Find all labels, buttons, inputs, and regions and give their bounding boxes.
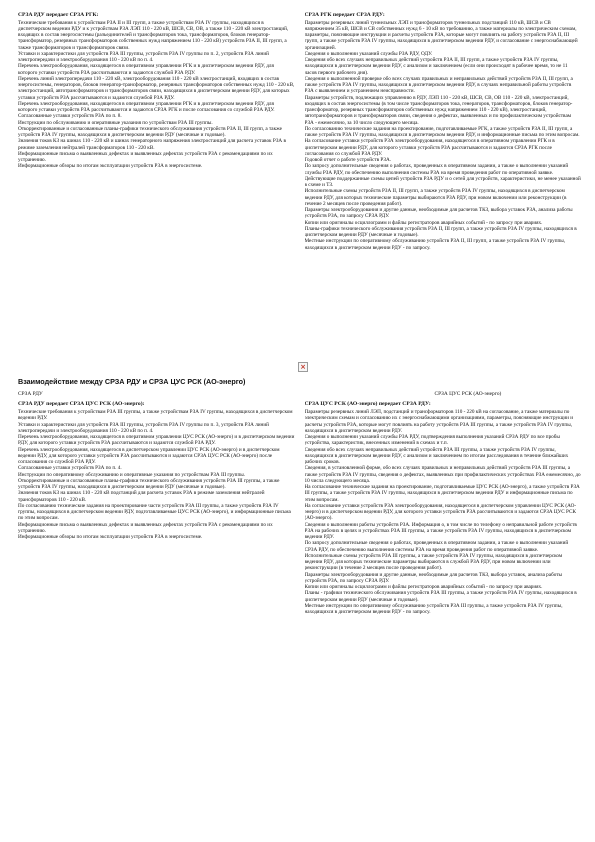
paragraph: Годовой отчет о работе устройств РЗА.: [304, 157, 391, 164]
paragraph: На согласование уставки устройств РЗА электрооборудования, находящегося в оперативном управлении РГК и в диспетчерском ведении РДУ, для которого уставки устройств РЗА рассчитываются и задаются СРЗА РГК после согласования со службой РЗА РДУ.: [304, 138, 555, 157]
column-title: СРЗА ЦУС РСК (АО-энерго) передает СРЗА РДУ:: [304, 401, 431, 408]
paragraph: Согласованные уставки устройств РЗА по п. 8.: [18, 113, 122, 120]
bottom-section: [18, 391, 581, 821]
paragraph: Перечень электрооборудования, находящегося в диспетчерском управлении ЦУС РСК (АО-энерго) и в диспетчерском ведении РДУ, для которого уставки устройств РЗА рассчитываются и задаются СРЗА ЦУС РСК (АО-энерго) после согласования со службой РЗА РДУ.: [18, 446, 280, 465]
paragraph: Сведения о выполнении работы устройств РЗА. Информация о, в том числе по телефону о неправильной работе устройств РЗА на рабочих в целях и устройствах РЗА III группы, а также устройств РЗА IV группы, находящихся в диспетчерском ведении РДУ.: [304, 521, 577, 540]
rgk-to-rdu-column: [305, 12, 582, 355]
paragraph: По согласованию технические задания на проектирование части устройств РЗА III группы, а также устройств РЗА IV группы, находящихся в диспетчерском ведении РДУ, подготавливаемые ЦУС РСК (АО-энерго), и информационные письма по этим вопросам.: [18, 502, 291, 522]
paragraph: Информационные письма о выявленных дефектах и выявленных дефектах устройств РЗА с рекомендациями по их устранению.: [18, 521, 273, 534]
paragraph: Значения токов КЗ на шинах 110 - 220 кВ подстанций для расчета уставок РЗА в режиме заземления нейтралей трансформаторов 110 - 220 кВ.: [18, 490, 265, 503]
paragraph: Сведения обо всех случаях неправильных действий устройств РЗА III группы, а также устройств РЗА IV группы, находящихся в диспетчерском ведении РДУ, с анализом и заключением по итогам расследования в течение ближайших рабочих сроков.: [304, 446, 569, 465]
paragraph: Сведения о выполнении указаний службы РЗА РДУ, ОДУ.: [304, 50, 433, 57]
column-title: СРЗА РДУ передает СРЗА ЦУС РСК (АО-энерго):: [18, 401, 145, 408]
broken-image-icon: ×: [298, 362, 308, 372]
paragraph: Согласованные уставки устройств РЗА по п. 4.: [18, 465, 122, 472]
paragraph-list: [18, 409, 295, 540]
cus-to-rdu-column: [305, 391, 582, 821]
paragraph: Сведения о выполнении указаний службы РЗА РДУ, подтверждения выполнения указаний СРЗА РДУ по все пробы устройства, характеристик, внесенных изменений в схемах и т.п.: [304, 434, 560, 447]
image-area: [18, 357, 581, 377]
paragraph-list: [305, 20, 582, 251]
column-title: СРЗА РГК передает СРЗА РДУ:: [304, 12, 385, 18]
paragraph: Откорректированные и согласованные планы-графики технического обслуживания устройств РЗА III группы, а также устройств РЗА IV группы, находящихся в диспетчерском ведении РДУ (месячные и годовые).: [18, 477, 280, 490]
paragraph: Исполнительные схемы устройств РЗА II, III групп, а также устройств РЗА IV группы, находящихся в диспетчерском ведении РДУ, для которых технические параметры выбираются РЗА РДУ, при новом включении или реконструкции (в течение 2 месяцев после проведения работ).: [304, 188, 567, 207]
column-title: СРЗА РДУ передает СРЗА РГК:: [18, 12, 99, 18]
top-section: [18, 12, 581, 355]
paragraph: Параметры электрооборудования и другие данные, необходимые для расчетов ТКЗ, выбора уставок, анализа работы устройств РЗА, по запросу СРЗА РДУ.: [304, 571, 562, 584]
paragraph: Планы - графики технического обслуживания устройств РЗА III группы, а также устройств РЗА IV группы, находящихся в диспетчерском ведении РДУ (месячные и годовые).: [304, 590, 577, 603]
paragraph: Копии или оригиналы осциллограмм и файлы регистраторов аварийных событий - по запросу при авариях.: [304, 584, 543, 590]
paragraph: Откорректированные и согласованные планы-графики технического обслуживания устройств РЗА II, III групп, а также устройств РЗА IV группы, находящихся в диспетчерском ведении РДУ (месячные и годовые).: [18, 125, 282, 139]
paragraph: Уставки и характеристики для устройств РЗА III группы, устройств РЗА IV группы по п. 2, устройств РЗА линий электропередачи и электрооборудования 110 - 220 кВ по п. 4.: [18, 50, 269, 64]
paragraph: Сведения, в установленной форме, обо всех случаях правильных и неправильных действий устройств РЗА III группы, а также устройств РЗА IV группы, сведения о дефектах, выявленных при профилактических устройствах РЗА ежемесячно, до 10 числа следующего месяца.: [304, 465, 581, 484]
paragraph: На согласование уставки устройств РЗА электрооборудования, находящегося в диспетчерском управлении ЦУС РСК (АО-энерго) и в диспетчерском ведении РДУ, для которого уставки устройств РЗА рассчитываются и задаются СРЗА ЦУС РСК (АО-энерго).: [304, 502, 577, 522]
paragraph-list: [18, 20, 295, 170]
paragraph: Параметры устройств, подлежащих управлению в РДУ, ЛЭП 110 - 220 кВ, ШСВ, СВ, ОВ 110 - 220 кВ, электростанций, входящих в состав энергосистемы (в том числе трансформаторов тока, генераторов, трансформаторов, блоков генератор-трансформатор, резервных трансформаторов собственных нужд напряжением 110 - 220 кВ), электростанций, автотрансформаторов и трансформаторов связи, сведения о дефектах, выявленных и по профилактическим устройствам РЗА - ежемесячно, за 10 число следующего месяца.: [304, 94, 573, 126]
column-header: СРЗА РДУ: [18, 391, 43, 397]
paragraph: Исполнительные схемы устройств РЗА III группы, а также устройств РЗА IV группы, находящихся в диспетчерском ведении РДУ, для которых технические параметры выбираются в службой РЗА РДУ, при новом включении или реконструкции (в течение 2 месяцев после проведения работ).: [304, 552, 563, 572]
column-header: СРЗА ЦУС РСК (АО-энерго): [434, 391, 502, 397]
paragraph: Уставки и характеристики для устройств РЗА III группы, устройств РЗА IV группы по п. 3, устройств РЗА линий электропередачи и электрооборудования 110 - 220 кВ по п. 4.: [18, 421, 269, 434]
paragraph: Перечень электрооборудования, находящегося в оперативном управлении РГК и в диспетчерском ведении РДУ, для которого уставки устройств РЗА рассчитываются и задаются службой РЗА РДУ.: [18, 63, 274, 76]
paragraph: По согласованию технические задания на проектирование, подготавливаемые РГК, а также устройств РЗА II, III групп, а также устройств РЗА IV группы, находящихся в диспетчерском ведении РДУ, и информационные письма по этим вопросам.: [304, 125, 580, 139]
paragraph: По запросу дополнительные сведения о работах, проведенных в оперативном задании, а также о выполнении указаний службы РЗА РДУ, по обеспечению выполнения системы РЗА на время проведения работ по оперативной заявке.: [304, 163, 569, 176]
paragraph: Сведения о выполненной проверке обо всех случаях правильных и неправильных действий устройств РЗА II, III групп, а также устройств РЗА IV группы, находящихся в диспетчерском ведении РДУ, в случаях неправильной работы устройств РЗА с выявлением и устранением неисправности.: [304, 75, 573, 95]
paragraph: Параметры резервных линий туннельных ЛЭП и трансформаторов туннельных подстанций 110 кВ, ШСВ и СВ напряжением 35 кВ, ШСВ и СВ собственных нужд 6 - 10 кВ по требованию, а также материалы по электрическим схемам, параметры, поясняющие инструкции и расчеты устройств РЗА, которые могут повлиять на работу устройств РЗА II, III групп, а также устройств РЗА IV группы, находящихся в диспетчерском ведении РДУ, и согласование с энергоснабжающей организацией.: [304, 19, 578, 51]
paragraph: Параметры электрооборудования и другие данные, необходимые для расчетов ТКЗ, выбора уставок РЗА, анализа работы устройств РЗА, по запросу СРЗА РДУ.: [304, 207, 573, 220]
paragraph: Технические требования к устройствам РЗА III группы, а также устройствам РЗА IV группы, находящихся в диспетчерском ведении РДУ.: [18, 409, 293, 422]
rdu-to-cus-column: [18, 391, 295, 821]
paragraph: Инструкции по оперативному обслуживанию и оперативные указания по устройствам РЗА III группы.: [18, 471, 245, 478]
paragraph: Параметры резервных линий ЛЭП, подстанций и трансформаторов 110 - 220 кВ на согласование, а также материалы по электрическим схемам и согласованию их с энергоснабжающими организациями, параметры, поясняющие инструкции и расчеты устройств РЗА, которые могут повлиять на работу устройств РЗА III группы, а также устройств РЗА IV группы, находящихся в диспетчерском ведении РДУ.: [304, 409, 573, 434]
paragraph: Перечень линий электропередачи 110 - 220 кВ, электрооборудования 110 - 220 кВ электростанций, входящих в состав энергосистемы, генераторов, блоков генератор-трансформатор, резервных трансформаторов собственных нужд 110 - 220 кВ, электростанций, автотрансформаторов и трансформаторов связи, находящихся в диспетчерском ведении РДУ, для которых уставки устройств РЗА рассчитываются и задаются службой РЗА РДУ.: [18, 75, 295, 101]
rdu-to-rgk-column: [18, 12, 295, 355]
paragraph: Информационные обзоры по итогам эксплуатации устройств РЗА в энергосистеме.: [18, 163, 203, 170]
paragraph: По запросу дополнительные сведения о работах, проведенных в оперативном задании, а также о выполнении указаний СРЗА РДУ, по обеспечению выполнения системы РЗА на время проведения работ по оперативной заявке.: [304, 540, 569, 553]
paragraph: Копии или оригиналы осциллограмм и файлы регистраторов аварийных событий - по запросу при авариях.: [304, 219, 543, 226]
paragraph: Перечень электрооборудования, находящегося в оперативном управлении ЦУС РСК (АО-энерго) и в диспетчерском ведении РДУ, для которого уставки устройств РЗА рассчитываются и задаются службой РЗА РДУ.: [18, 434, 295, 447]
paragraph: Информационные обзоры по итогам эксплуатации устройств РЗА в энергосистеме.: [18, 534, 203, 540]
paragraph: Перечень электрооборудования, находящегося в оперативном управлении РГК и в диспетчерском ведении РДУ, для которого уставки устройств РЗА рассчитываются и задаются СРЗА РГК и после согласования со службой РЗА РДУ.: [18, 100, 275, 114]
paragraph: Сведения обо всех случаях неправильных действий устройств РЗА II, III групп, а также устройств РЗА IV группы, находящихся в диспетчерском ведении РДУ, с анализом и заключением (если они происходят в рабочее время, то не 11 часов первого рабочего дня).: [304, 57, 568, 76]
paragraph: Информационные письма о выявленных дефектах и выявленных дефектах устройств РЗА с рекомендациями по их устранению.: [18, 150, 273, 164]
paragraph: Технические требования к устройствам РЗА II и III групп, а также устройствам РЗА IV группы, находящихся в диспетчерском ведении РДУ и к устройствам РЗА ЛЭП 110 - 220 кВ, ШСВ, СВ, ОВ, а также 110 - 220 кВ электростанций, входящих в состав энергосистемы (разъединителей и трансформаторов тока, трансформаторов, блоков генератор-трансформатор, резервных трансформаторов собственных нужд напряжением 110 - 220 кВ) устройств РЗА II, III групп, а также трансформаторов и трансформаторов связи.: [18, 19, 289, 51]
paragraph: На согласование технические задания на проектирование, подготавливаемые ЦУС РСК (АО-энерго), а также устройств РЗА III группы, а также устройств РЗА IV группы, находящихся в диспетчерском ведении РДУ и информационные письма по этим вопросам.: [304, 484, 580, 503]
paragraph: Значения токов КЗ на шинах 110 - 220 кВ и шинах генераторного напряжения электростанций для расчета уставок РЗА в режиме заземления нейтралей трансформаторов 110 - 220 кВ.: [18, 138, 286, 151]
paragraph-list: [305, 409, 582, 615]
section-title: Взаимодействие между СРЗА РДУ и СРЗА ЦУС РСК (АО-энерго): [18, 377, 246, 386]
paragraph: Планы-графики технического обслуживания устройств РЗА II, III групп, а также устройств РЗА IV группы, находящихся в диспетчерском ведении РДУ (месячные и годовые).: [304, 225, 577, 239]
paragraph: Инструкции по обслуживанию и оперативные указания по устройствам РЗА III группы.: [18, 119, 213, 126]
paragraph: Местные инструкции по оперативному обслуживанию устройств РЗА III группы, а также устройств РЗА IV группы, находящихся в диспетчерском ведении РДУ - по запросу.: [304, 602, 563, 615]
paragraph: Действующие поддержанные схемы цепей устройств РЗА РДУ и о сетей для устройств, характеристики, не менее указанной в схеме и ТЗ.: [304, 175, 581, 189]
paragraph: Местные инструкции по оперативному обслуживанию устройств РЗА II, III групп, а также устройств РЗА IV группы, находящихся в диспетчерском ведении РДУ - по запросу.: [304, 238, 566, 251]
